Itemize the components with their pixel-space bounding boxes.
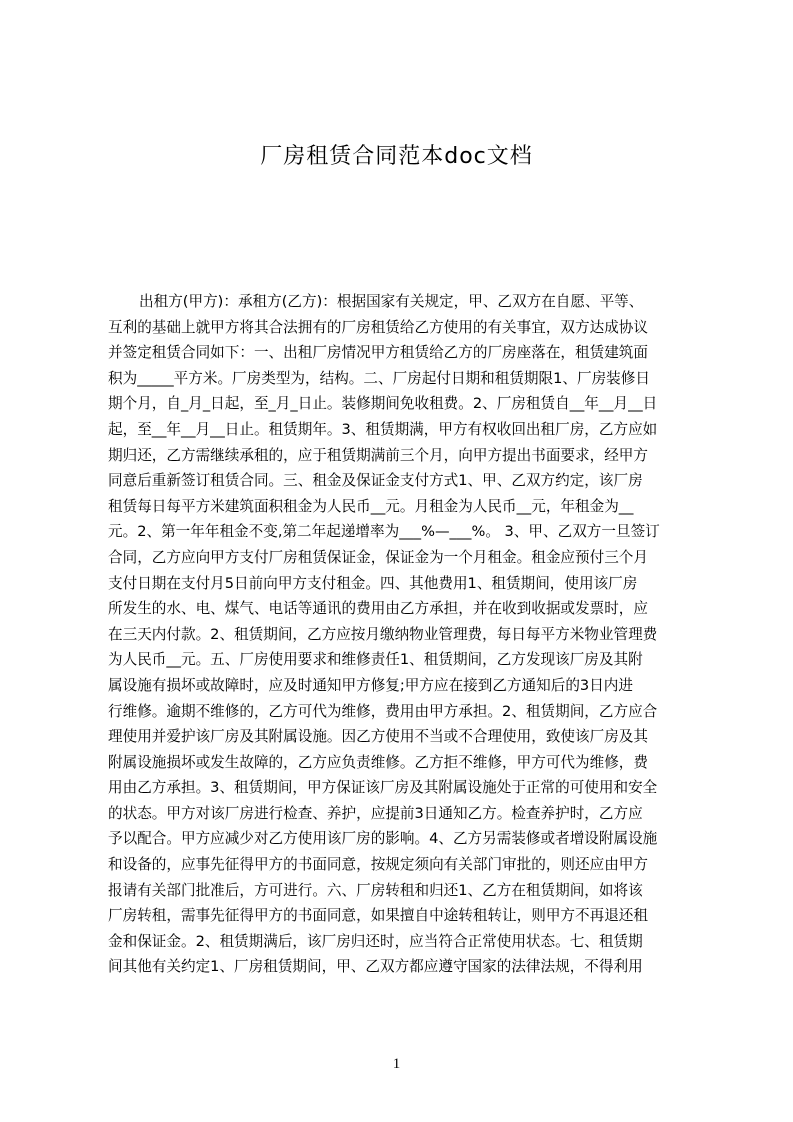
body-line: 积为_____平方米。厂房类型为，结构。二、厂房起付日期和租赁期限1、厂房装修日 — [108, 369, 650, 387]
body-line: 厂房转租，需事先征得甲方的书面同意，如果擅自中途转租转让，则甲方不再退还租 — [108, 907, 648, 925]
body-line: 并签定租赁合同如下：一、出租厂房情况甲方租赁给乙方的厂房座落在，租赁建筑面 — [108, 344, 648, 362]
body-line: 金和保证金。2、租赁期满后，该厂房归还时，应当符合正常使用状态。七、租赁期 — [108, 932, 643, 950]
body-line: 行维修。逾期不维修的，乙方可代为维修，费用由甲方承担。2、租赁期间，乙方应合 — [108, 702, 658, 720]
body-line: 互利的基础上就甲方将其合法拥有的厂房租赁给乙方使用的有关事宜，双方达成协议 — [108, 318, 648, 336]
page-number: 1 — [392, 1056, 401, 1072]
body-line: 期归还，乙方需继续承租的，应于租赁期满前三个月，向甲方提出书面要求，经甲方 — [108, 446, 648, 464]
body-line: 起，至__年__月__日止。租赁期年。3、租赁期满，甲方有权收回出租厂房，乙方应如 — [108, 420, 658, 438]
body-line: 期个月，自_月_日起，至_月_日止。装修期间免收租费。2、厂房租赁自__年__月__日 — [108, 395, 658, 413]
body-line: 租赁每日每平方米建筑面积租金为人民币__元。月租金为人民币__元，年租金为__ — [108, 497, 634, 515]
body-line: 报请有关部门批准后，方可进行。六、厂房转租和归还1、乙方在租赁期间，如将该 — [108, 881, 643, 899]
body-line: 支付日期在支付月5日前向甲方支付租金。四、其他费用1、租赁期间，使用该厂房 — [108, 574, 638, 592]
body-line: 属设施有损坏或故障时，应及时通知甲方修复;甲方应在接到乙方通知后的3日内进 — [108, 676, 633, 694]
body-line: 为人民币__元。五、厂房使用要求和维修责任1、租赁期间，乙方发现该厂房及其附 — [108, 651, 643, 669]
body-line: 同意后重新签订租赁合同。三、租金及保证金支付方式1、甲、乙双方约定，该厂房 — [108, 472, 643, 490]
body-line: 用由乙方承担。3、租赁期间，甲方保证该厂房及其附属设施处于正常的可使用和安全 — [108, 779, 658, 797]
contract-body — [108, 289, 697, 1029]
body-line: 间其他有关约定1、厂房租赁期间，甲、乙双方都应遵守国家的法律法规，不得利用 — [108, 958, 643, 976]
body-line: 合同，乙方应向甲方支付厂房租赁保证金，保证金为一个月租金。租金应预付三个月 — [108, 548, 648, 566]
body-line: 和设备的，应事先征得甲方的书面同意，按规定须向有关部门审批的，则还应由甲方 — [108, 856, 648, 874]
body-line: 理使用并爱护该厂房及其附属设施。因乙方使用不当或不合理使用，致使该厂房及其 — [108, 728, 648, 746]
body-line: 予以配合。甲方应减少对乙方使用该厂房的影响。4、乙方另需装修或者增设附属设施 — [108, 830, 658, 848]
body-line: 所发生的水、电、煤气、电话等通讯的费用由乙方承担，并在收到收据或发票时，应 — [108, 600, 648, 618]
body-line: 的状态。甲方对该厂房进行检查、养护，应提前3日通知乙方。检查养护时，乙方应 — [108, 804, 643, 822]
body-line: 出租方(甲方)：承租方(乙方)：根据国家有关规定，甲、乙双方在自愿、平等、 — [139, 293, 644, 310]
document-title: 厂房租赁合同范本doc文档 — [260, 144, 533, 169]
body-line: 元。2、第一年年租金不变,第二年起递增率为___%—___%。 3、甲、乙双方一旦签订 — [108, 523, 660, 541]
body-line: 在三天内付款。2、租赁期间，乙方应按月缴纳物业管理费，每日每平方米物业管理费 — [108, 625, 658, 643]
body-line: 附属设施损坏或发生故障的，乙方应负责维修。乙方拒不维修，甲方可代为维修，费 — [108, 753, 648, 771]
